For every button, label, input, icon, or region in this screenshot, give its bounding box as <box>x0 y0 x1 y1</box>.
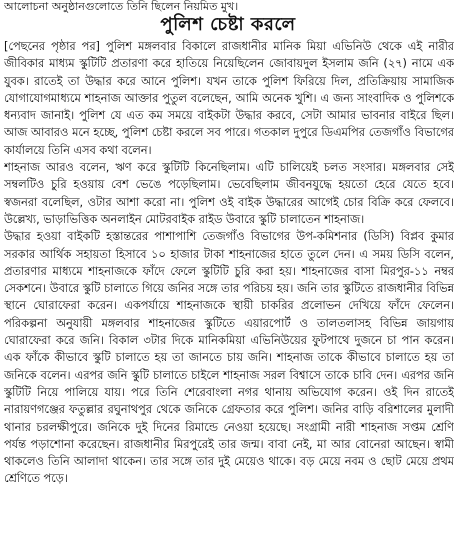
article-headline: পুলিশ চেষ্টা করলে <box>160 14 296 35</box>
paragraph-1-text: পুলিশ মঙ্গলবার বিকালে রাজধানীর মানিক মিয়া এভিনিউ থেকে এই নারীর জীবিকার মাধ্যম স্কুটিটি প্রতারণা করে হাতিয়ে নিয়েছিলেন জোবায়দুল ইসলাম জনি (২৭) নামে এক যুবক। রাতেই তা উদ্ধার করে আনে পুলিশ। যখন তাকে পুলিশ ফিরিয়ে দিল, প্রতিক্রিয়ায় সামাজিক যোগাযোগমাধ্যমে শাহনাজ আক্তার পুতুল বলেছেন, আমি অনেক খুশি। এ জন্য সাংবাদিক ও পুলিশকে ধন্যবাদ জানাই। পুলিশ যে এত কম সময়ে বাইকটা উদ্ধার করবে, সেটা আমার ভাবনার বাইরে ছিল। আজ আবারও মনে হচ্ছে, পুলিশ চেষ্টা করলে সব পারে। গতকাল দুপুরে ডিএমপির তেজগাঁও বিভাগের কার্যালয়ে তিনি এসব কথা বলেন। <box>4 40 454 157</box>
article-body <box>4 38 454 556</box>
article-paragraph-2: শাহনাজ আরও বলেন, ঋণ করে স্কুটিটি কিনেছিলাম। এটি চালিয়েই চলত সংসার। মঙ্গলবার সেই সম্বলটিও চুরি হওয়ায় বেশ ভেঙে পড়েছিলাম। ভেবেছিলাম জীবনযুদ্ধে হয়তো হেরে যেতে হবে। স্বজনরা বলেছিল, ওটার আশা করো না। পুলিশ ওই বাইক উদ্ধারের আগেই চোর বিক্রি করে ফেলবে। উল্লেখ্য, ভাড়াভিত্তিক অনলাইন মোটরবাইক রাইড উবারে স্কুটি চালাতেন শাহনাজ। <box>4 161 454 226</box>
continuation-label: [পেছনের পৃষ্ঠার পর] <box>4 40 100 53</box>
article-paragraph-3: উদ্ধার হওয়া বাইকটি হস্তান্তরের পাশাপাশি তেজগাঁও বিভাগের উপ-কমিশনার (ডিসি) বিপ্লব কুমার সরকার আর্থিক সহায়তা হিসাবে ১০ হাজার টাকা শাহনাজের হাতে তুলে দেন। এ সময় ডিসি বলেন, প্রতারণার মাধ্যমে শাহনাজকে ফাঁদে ফেলে স্কুটিটি চুরি করা হয়। শাহনাজের বাসা মিরপুর-১১ নম্বর সেকশনে। উবারে স্কুটি চালাতে গিয়ে জনির সঙ্গে তার পরিচয় হয়। জনি তার স্কুটিতে রাজধানীর বিভিন্ন স্থানে ঘোরাফেরা করেন। একপর্যায়ে শাহনাজকে স্থায়ী চাকরির প্রলোভন দেখিয়ে ফাঁদে ফেলেন। পরিকল্পনা অনুযায়ী মঙ্গলবার শাহনাজের স্কুটিতে এয়ারপোর্ট ও তালতলাসহ বিভিন্ন জায়গায় ঘোরাফেরা করে জনি। বিকাল ৩টার দিকে মানিকমিয়া এভিনিউয়ের ফুটপাথে দুজনে চা পান করেন। এক ফাঁকে কীভাবে স্কুটি চালাতে হয় তা জানতে চায় জনি। শাহনাজ তাকে কীভাবে চালাতে হয় তা জনিকে বলেন। এরপর জনি স্কুটি চালাতে চাইলে শাহনাজ সরল বিশ্বাসে তাকে চাবি দেন। এরপর জনি স্কুটিটি নিয়ে পালিয়ে যায়। পরে তিনি শেরেবাংলা নগর থানায় অভিযোগ করেন। ওই দিন রাতেই নারায়ণগঞ্জের ফতুল্লার রঘুনাথপুর থেকে জনিকে গ্রেফতার করে পুলিশ। জনির বাড়ি বরিশালের মুলাদী থানার চরলক্ষীপুরে। জনিকে দুই দিনের রিমান্ডে নেওয়া হয়েছে। সংগ্রামী নারী শাহনাজ সপ্তম শ্রেণি পর্যন্ত পড়াশোনা করেছেন। রাজধানীর মিরপুরেই তার জন্ম। বাবা নেই, মা আর বোনেরা আছেন। স্বামী থাকলেও তিনি আলাদা থাকেন। তার সঙ্গে তার দুই মেয়েও থাকে। বড় মেয়ে নবম ও ছোট মেয়ে প্রথম শ্রেণিতে পড়ে। <box>4 230 454 486</box>
previous-article-snippet: আলোচনা অনুষ্ঠানগুলোতে তিনি ছিলেন নিয়মিত মুখ। <box>4 0 239 13</box>
article-paragraph-1 <box>4 38 454 159</box>
